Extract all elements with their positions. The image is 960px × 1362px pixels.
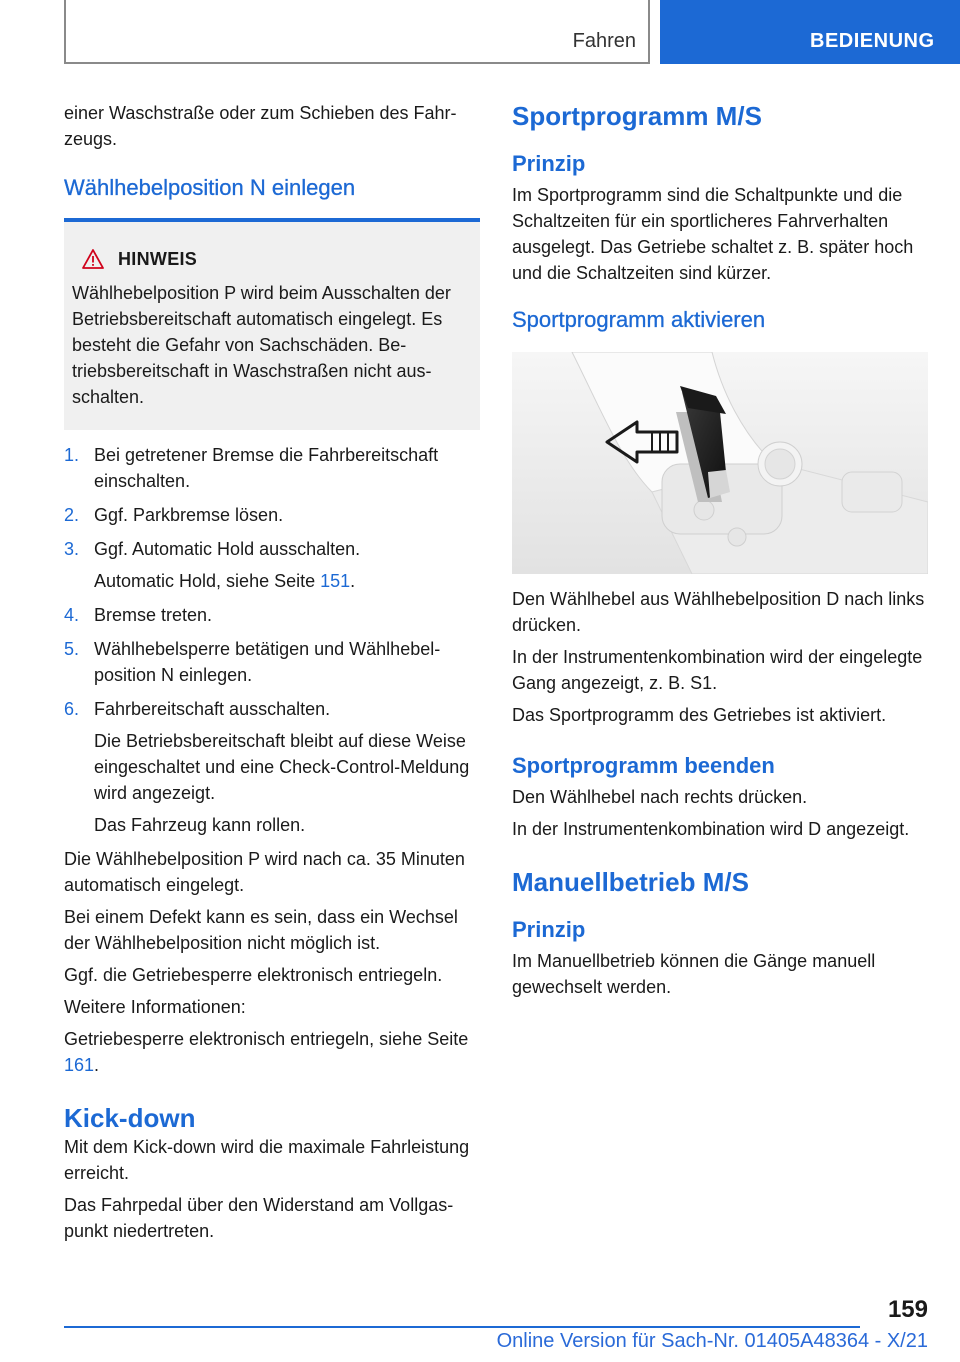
gear-selector-photo [512, 352, 928, 574]
page-link-151[interactable]: 151 [320, 571, 351, 591]
list-item [64, 536, 480, 594]
header-section-label: Fahren [572, 30, 636, 52]
heading-sport-aktivieren: Sportprogramm aktivieren [512, 307, 766, 332]
list-item [64, 502, 480, 528]
step-number: 4. [64, 605, 80, 625]
list-item [64, 636, 480, 688]
notice-title: HINWEIS [118, 249, 198, 269]
list-item [64, 696, 480, 838]
heading-waehlhebel-n: Wählhebelposition N einlegen [64, 175, 356, 200]
paragraph: Ggf. die Getriebesperre elektronisch entriegeln. [64, 965, 443, 985]
footer-divider [64, 1326, 860, 1328]
step-text: Ggf. Automatic Hold ausschalten. [94, 539, 361, 559]
heading-prinzip: Prinzip [512, 151, 586, 176]
heading-sport-beenden: Sportprogramm beenden [512, 753, 775, 778]
notice-header [72, 246, 470, 272]
intro-paragraph: einer Waschstraße oder zum Schieben des Fahrzeugs. [64, 103, 457, 149]
paragraph: Das Fahrpedal über den Widerstand am Vollgaspunkt niedertreten. [64, 1195, 454, 1241]
steps-list [64, 442, 480, 838]
heading-prinzip: Prinzip [512, 917, 586, 942]
paragraph: Bei einem Defekt kann es sein, dass ein Wechsel der Wählhebelposition nicht möglich ist. [64, 907, 458, 953]
step-subtext: Das Fahrzeug kann rollen. [94, 815, 306, 835]
paragraph: In der Instrumentenkombination wird D angezeigt. [512, 819, 910, 839]
step-number: 3. [64, 539, 80, 559]
paragraph: Die Wählhebelposition P wird nach ca. 35 Minuten automatisch eingelegt. [64, 849, 465, 895]
footer-online-version: Online Version für Sach-Nr. 01405A48364 - X/21 [496, 1330, 928, 1352]
paragraph: In der Instrumentenkombination wird der eingelegte Gang angezeigt, z. B. S1. [512, 647, 923, 693]
paragraph: Den Wählhebel nach rechts drücken. [512, 787, 808, 807]
step-text: Bremse treten. [94, 605, 213, 625]
paragraph: Im Sportprogramm sind die Schaltpunkte und die Schaltzeiten für ein sportlicheres Fahrverhalten ausgelegt. Das Getriebe schaltet z. B. später hoch und die Schaltzeiten sind kürzer. [512, 185, 914, 283]
list-item [64, 602, 480, 628]
left-column [64, 100, 480, 1250]
paragraph: Im Manuellbetrieb können die Gänge manuell gewechselt werden. [512, 951, 876, 997]
warning-icon [82, 248, 104, 270]
step-number: 1. [64, 445, 80, 465]
paragraph-suffix: . [94, 1055, 100, 1075]
page-link-161[interactable]: 161 [64, 1055, 95, 1075]
heading-manuellbetrieb: Manuellbetrieb M/S [512, 867, 749, 897]
paragraph: Mit dem Kick-down wird die maximale Fahrleistung erreicht. [64, 1137, 470, 1183]
paragraph: Das Sportprogramm des Getriebes ist aktiviert. [512, 705, 887, 725]
notice-text: Wählhebelposition P wird beim Ausschalten der Betriebsbereitschaft automatisch eingelegt. Es besteht die Gefahr von Sachschäden. Betriebsbereitschaft in Waschstraßen nicht ausschalten. [72, 283, 451, 407]
step-number: 6. [64, 699, 80, 719]
header-chapter-tab[interactable]: BEDIENUNG [660, 0, 960, 64]
step-subtext: Die Betriebsbereitschaft bleibt auf diese Weise eingeschaltet und eine Check-Control-Meldung wird angezeigt. [94, 731, 470, 803]
paragraph: Den Wählhebel aus Wählhebelposition D nach links drücken. [512, 589, 925, 635]
page-number: 159 [887, 1296, 928, 1323]
step-text: Wählhebelsperre betätigen und Wählhebelposition N einlegen. [94, 639, 441, 685]
paragraph [64, 1026, 480, 1078]
step-subtext-prefix: Automatic Hold, siehe Seite [94, 571, 321, 591]
paragraph-text: Getriebesperre elektronisch entriegeln, siehe Seite [64, 1029, 469, 1049]
step-text: Bei getretener Bremse die Fahrbereitschaft einschalten. [94, 445, 439, 491]
paragraph: Weitere Informationen: [64, 997, 246, 1017]
right-column [512, 100, 928, 1006]
step-subtext [94, 568, 480, 594]
step-text: Ggf. Parkbremse lösen. [94, 505, 284, 525]
list-item [64, 442, 480, 494]
notice-box [64, 218, 480, 430]
step-subtext-suffix: . [350, 571, 356, 591]
step-text: Fahrbereitschaft ausschalten. [94, 699, 331, 719]
gear-selector-illustration [512, 352, 928, 574]
heading-sportprogramm: Sportprogramm M/S [512, 101, 762, 131]
step-number: 5. [64, 639, 80, 659]
heading-kick-down: Kick-down [64, 1103, 196, 1133]
step-number: 2. [64, 505, 80, 525]
